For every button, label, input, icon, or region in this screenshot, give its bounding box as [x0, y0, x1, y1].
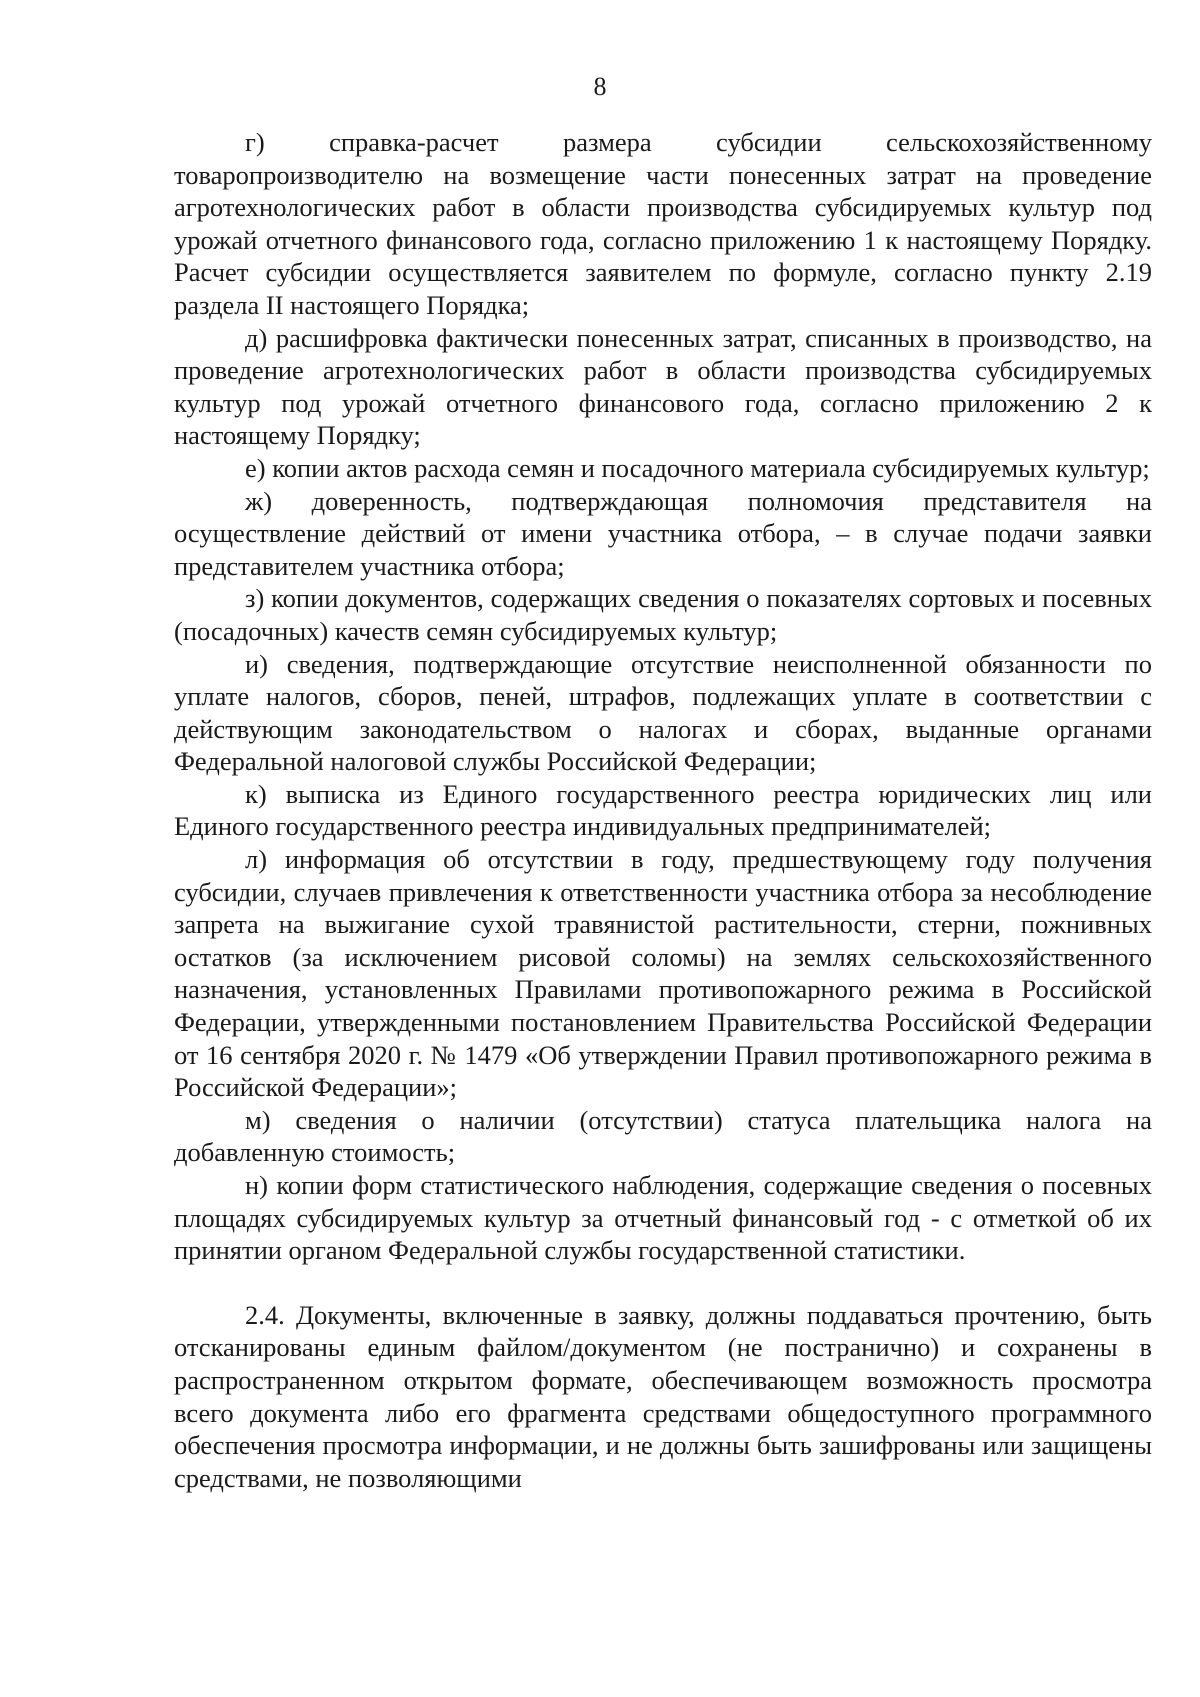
- document-body: [174, 126, 1152, 1494]
- paragraph-zh-power-of-attorney: ж) доверенность, подтверждающая полномочия представителя на осуществление действий от имени участника отбора, – в случае подачи заявки представителем участника отбора;: [174, 485, 1152, 581]
- paragraph-m-vat-status: м) сведения о наличии (отсутствии) статуса плательщика налога на добавленную стоимость;: [174, 1104, 1152, 1168]
- paragraph-k-registry-extract: к) выписка из Единого государственного реестра юридических лиц или Единого государственного реестра индивидуальных предпринимателей;: [174, 778, 1152, 842]
- page-number: 8: [593, 72, 607, 101]
- paragraph-g-subsidy-calculation: г) справка-расчет размера субсидии сельскохозяйственному товаропроизводителю на возмещение части понесенных затрат на проведение агротехнологических работ в области производства субсидируемых культур под урожай отчетного финансового года, согласно приложению 1 к настоящему Порядку. Расчет субсидии осуществляется заявителем по формуле, согласно пункту 2.19 раздела II настоящего Порядка;: [174, 127, 1152, 320]
- paragraph-e-seed-acts: е) копии актов расхода семян и посадочного материала субсидируемых культур;: [245, 452, 1150, 483]
- paragraph-2-4-document-requirements: 2.4. Документы, включенные в заявку, должны поддаваться прочтению, быть отсканированы единым файлом/документом (не постранично) и сохранены в распространенном открытом формате, обеспечивающем возможность просмотра всего документа либо его фрагмента средствами общедоступного программного обеспечения просмотра информации, и не должны быть зашифрованы или защищены средствами, не позволяющими: [174, 1299, 1152, 1493]
- paragraph-d-cost-breakdown: д) расшифровка фактически понесенных затрат, списанных в производство, на проведение агротехнологических работ в области производства субсидируемых культур под урожай отчетного финансового года, согласно приложению 2 к настоящему Порядку;: [174, 322, 1152, 451]
- paragraph-l-fire-regulation-info: л) информация об отсутствии в году, предшествующему году получения субсидии, случаев привлечения к ответственности участника отбора за несоблюдение запрета на выжигание сухой травянистой растительности, стерни, пожнивных остатков (за исключением рисовой соломы) на землях сельскохозяйственного назначения, установленных Правилами противопожарного режима в Российской Федерации, утвержденными постановлением Правительства Российской Федерации от 16 сентября 2020 г. № 1479 «Об утверждении Правил противопожарного режима в Российской Федерации»;: [174, 844, 1152, 1103]
- paragraph-n-statistics-forms: н) копии форм статистического наблюдения, содержащие сведения о посевных площадях субсидируемых культур за отчетный финансовый год - с отметкой об их принятии органом Федеральной службы государственной статистики.: [174, 1170, 1152, 1266]
- paragraph-z-seed-quality-documents: з) копии документов, содержащих сведения о показателях сортовых и посевных (посадочных) качеств семян субсидируемых культур;: [174, 583, 1152, 646]
- paragraph-i-tax-information: и) сведения, подтверждающие отсутствие неисполненной обязанности по уплате налогов, сборов, пеней, штрафов, подлежащих уплате в соответствии с действующим законодательством о налогах и сборах, выданные органами Федеральной налоговой службы Российской Федерации;: [174, 648, 1152, 777]
